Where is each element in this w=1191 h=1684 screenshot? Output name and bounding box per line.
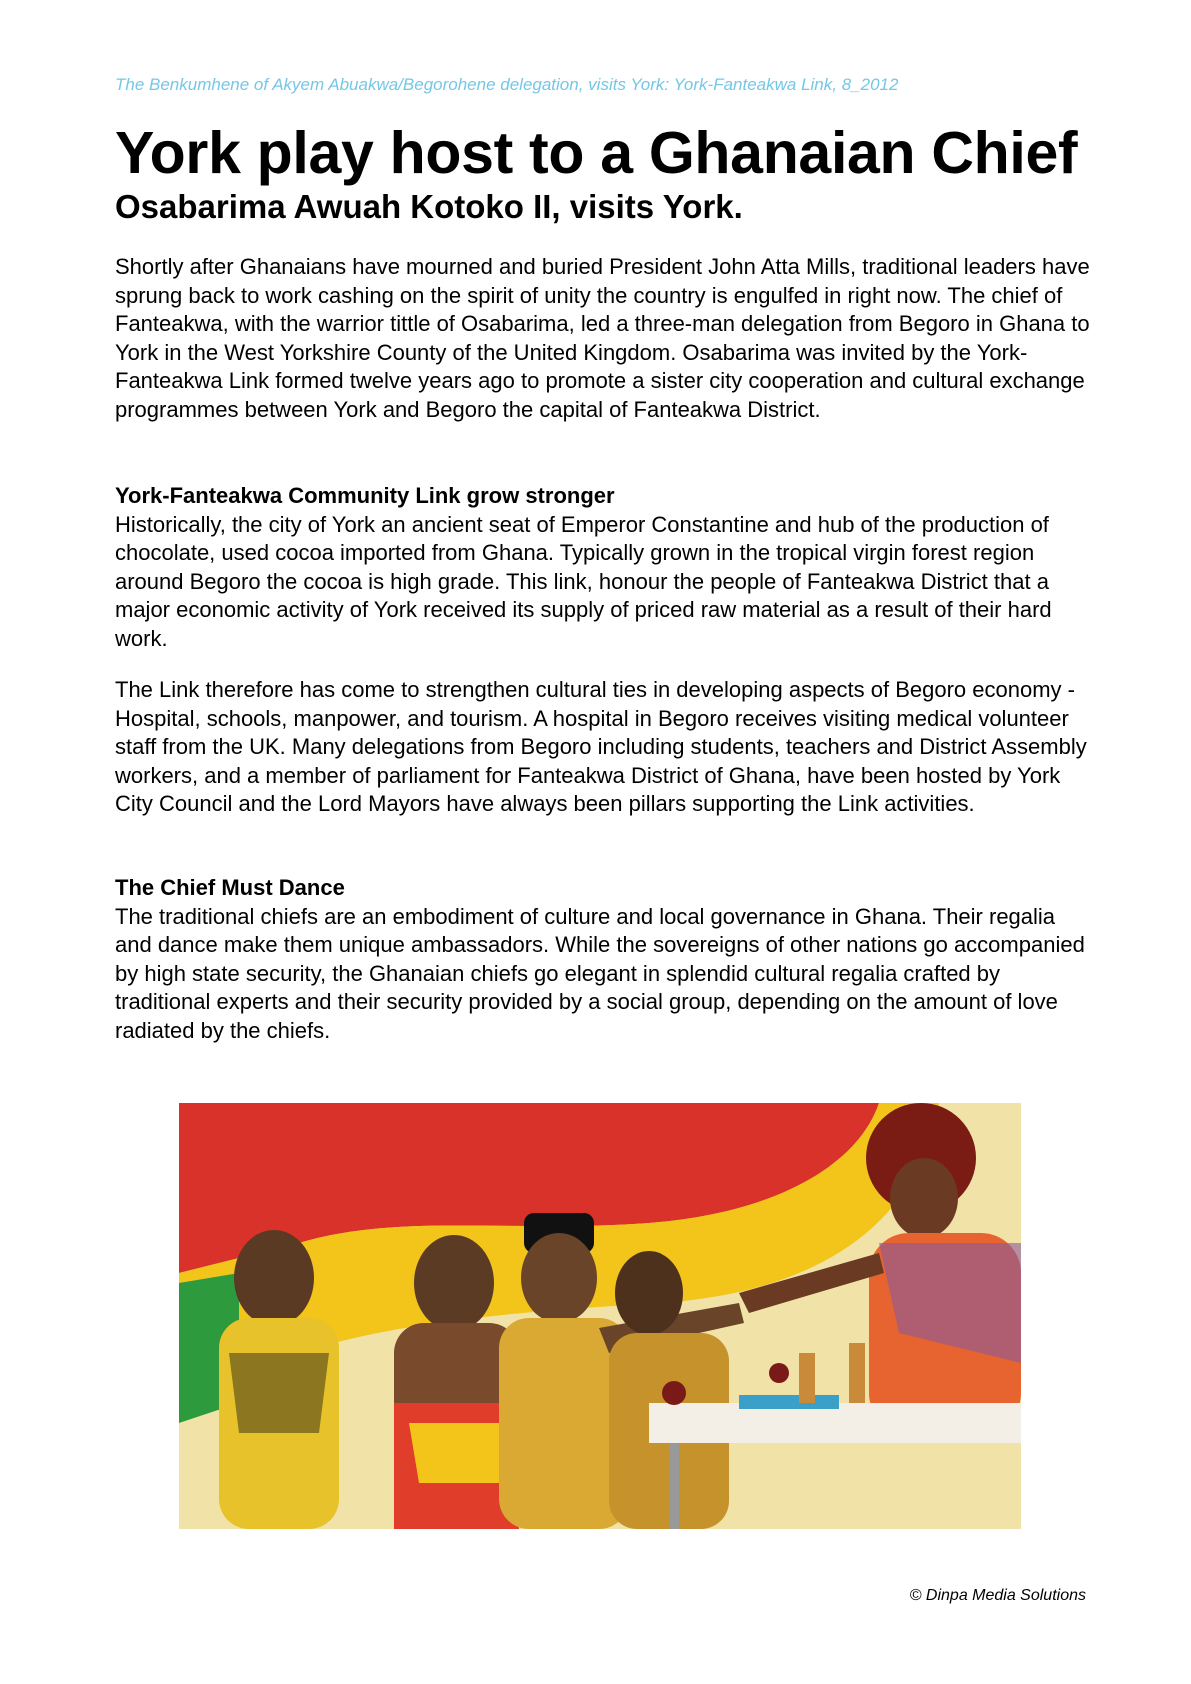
page-title: York play host to a Ghanaian Chief [115,120,1078,186]
event-photo-illustration [179,1103,1021,1529]
section-paragraph: The traditional chiefs are an embodiment of culture and local governance in Ghana. Their regalia and dance make them unique ambassadors. While the sovereigns of other nations go accompanied by high state security, the Ghanaian chiefs go elegant in splendid cultural regalia crafted by traditional experts and their security provided by a social group, depending on the amount of love radiated by the chiefs. [115,903,1085,1043]
section-heading: The Chief Must Dance [115,875,345,900]
section-paragraph: Historically, the city of York an ancient seat of Emperor Constantine and hub of the production of chocolate, used cocoa imported from Ghana. Typically grown in the tropical virgin forest region around Begoro the cocoa is high grade. This link, honour the people of Fanteakwa District that a major economic activity of York received its supply of priced raw material as a result of their hard work. [115,511,1052,651]
copyright-footer: © Dinpa Media Solutions [909,1587,1086,1604]
section-chief [115,874,1095,1046]
running-header: The Benkumhene of Akyem Abuakwa/Begorohene delegation, visits York: York-Fanteakwa Link, 8_2012 [115,75,899,94]
section-heading: York-Fanteakwa Community Link grow stronger [115,483,615,508]
page-subtitle: Osabarima Awuah Kotoko II, visits York. [115,188,743,225]
event-photo [179,1103,1021,1529]
intro-paragraph: Shortly after Ghanaians have mourned and buried President John Atta Mills, traditional leaders have sprung back to work cashing on the spirit of unity the country is engulfed in right now. The chief of Fanteakwa, with the warrior tittle of Osabarima, led a three-man delegation from Begoro in Ghana to York in the West Yorkshire County of the United Kingdom. Osabarima was invited by the York-Fanteakwa Link formed twelve years ago to promote a sister city cooperation and cultural exchange programmes between York and Begoro the capital of Fanteakwa District. [115,254,1090,422]
section-link [115,482,1095,654]
section-paragraph: The Link therefore has come to strengthen cultural ties in developing aspects of Begoro economy - Hospital, schools, manpower, and tourism. A hospital in Begoro receives visiting medical volunteer staff from the UK. Many delegations from Begoro including students, teachers and District Assembly workers, and a member of parliament for Fanteakwa District of Ghana, have been hosted by York City Council and the Lord Mayors have always been pillars supporting the Link activities. [115,677,1087,817]
